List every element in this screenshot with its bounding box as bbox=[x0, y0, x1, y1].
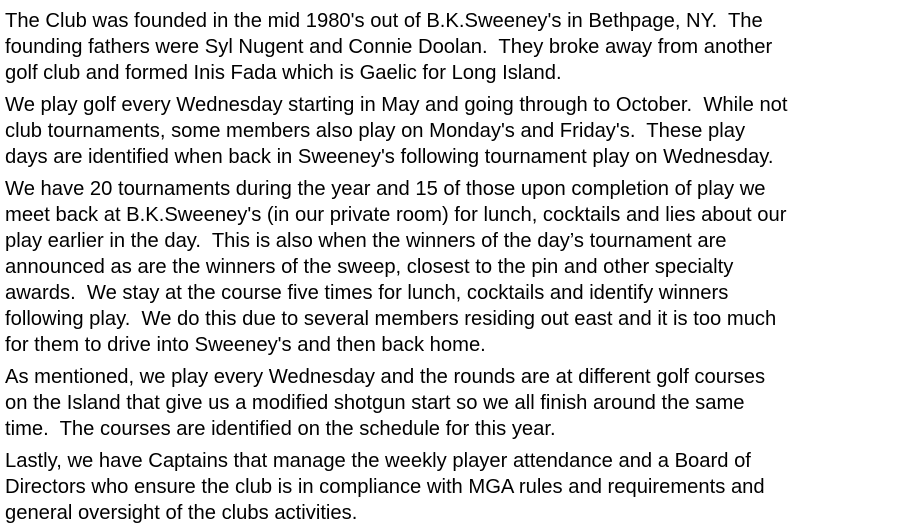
text-line: founding fathers were Syl Nugent and Connie Doolan. They broke away from another bbox=[5, 36, 773, 58]
paragraph-captains-board bbox=[5, 448, 900, 526]
text-line: announced as are the winners of the sweep, closest to the pin and other specialty bbox=[5, 256, 734, 278]
text-line: As mentioned, we play every Wednesday and the rounds are at different golf courses bbox=[5, 366, 766, 388]
paragraph-golf-courses bbox=[5, 364, 900, 442]
text-line: awards. We stay at the course five times for lunch, cocktails and identify winners bbox=[5, 282, 729, 304]
text-line: for them to drive into Sweeney's and then back home. bbox=[5, 334, 486, 356]
paragraph-weekly-play bbox=[5, 92, 900, 170]
text-line: club tournaments, some members also play on Monday's and Friday's. These play bbox=[5, 120, 746, 142]
text-line: following play. We do this due to several members residing out east and it is too much bbox=[5, 308, 777, 330]
text-line: We play golf every Wednesday starting in May and going through to October. While not bbox=[5, 94, 788, 116]
text-line: Directors who ensure the club is in compliance with MGA rules and requirements and bbox=[5, 476, 765, 498]
text-line: time. The courses are identified on the schedule for this year. bbox=[5, 418, 556, 440]
text-line: golf club and formed Inis Fada which is Gaelic for Long Island. bbox=[5, 62, 562, 84]
text-line: Lastly, we have Captains that manage the weekly player attendance and a Board of bbox=[5, 450, 751, 472]
text-line: days are identified when back in Sweeney's following tournament play on Wednesday. bbox=[5, 146, 774, 168]
paragraph-tournaments bbox=[5, 176, 900, 358]
text-line: play earlier in the day. This is also when the winners of the day’s tournament are bbox=[5, 230, 727, 252]
text-line: We have 20 tournaments during the year and 15 of those upon completion of play we bbox=[5, 178, 766, 200]
text-line: The Club was founded in the mid 1980's out of B.K.Sweeney's in Bethpage, NY. The bbox=[5, 10, 763, 32]
text-line: meet back at B.K.Sweeney's (in our private room) for lunch, cocktails and lies about our bbox=[5, 204, 787, 226]
paragraph-club-founding bbox=[5, 8, 900, 86]
text-line: general oversight of the clubs activities. bbox=[5, 502, 358, 524]
text-line: on the Island that give us a modified shotgun start so we all finish around the same bbox=[5, 392, 745, 414]
